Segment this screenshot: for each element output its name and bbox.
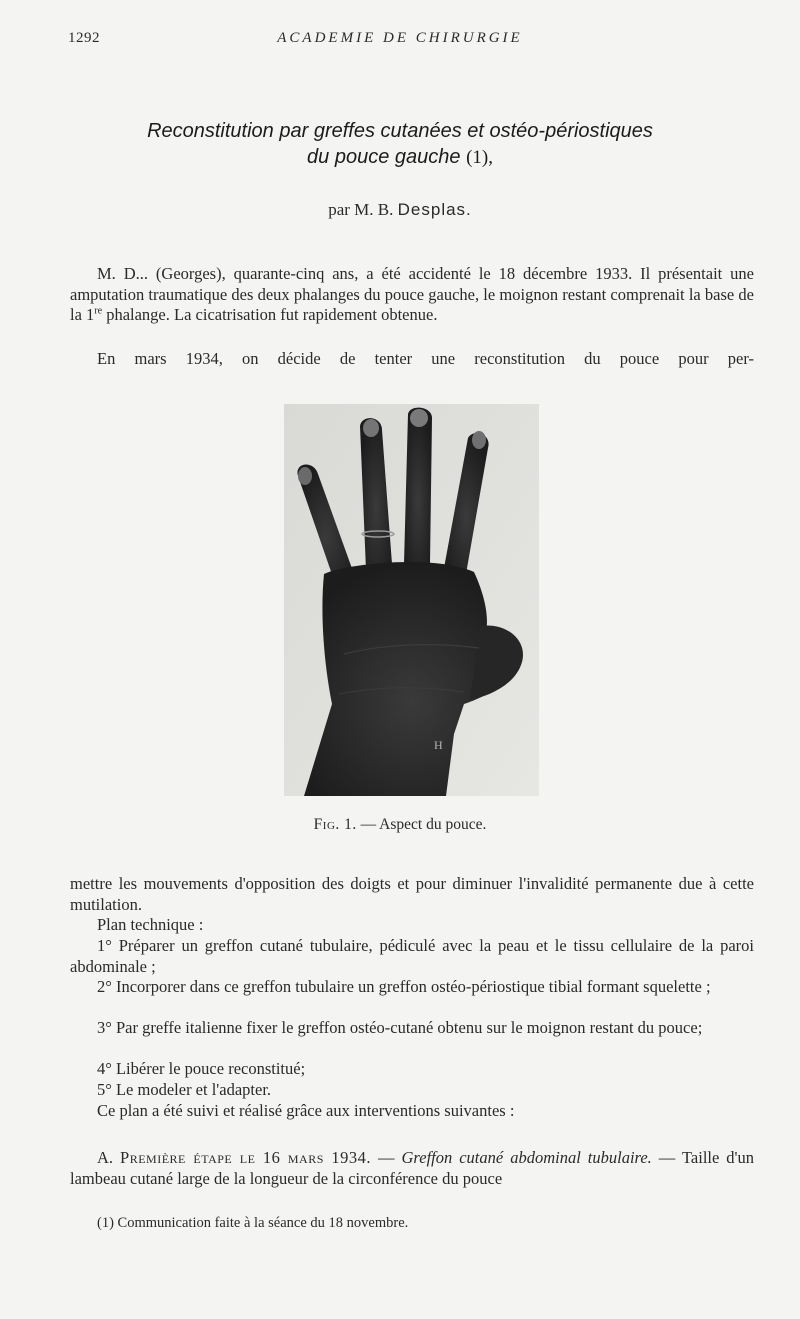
plan-step-4: 4° Libérer le pouce reconstitué; <box>97 1059 306 1078</box>
figure-label: Fig. 1. <box>313 816 357 833</box>
running-head <box>68 30 732 52</box>
title-line-2 <box>40 144 760 171</box>
section-a-title: Greffon cutané abdominal tubulaire. <box>401 1148 652 1167</box>
paragraph-continuation: mettre les mouvements d'opposition des doigts et pour diminuer l'invalidité permanente due à cette mutilation. <box>70 874 754 914</box>
section-a-label: Première étape le 16 mars 1934. <box>120 1148 372 1167</box>
section-a-dash: — <box>378 1148 395 1167</box>
plan-heading: Plan technique : <box>97 915 204 934</box>
journal-name: ACADEMIE DE CHIRURGIE <box>277 30 523 46</box>
paragraph-decision: En mars 1934, on décide de tenter une reconstitution du pouce pour per- <box>97 349 754 368</box>
footnote-marker: (1) <box>97 1215 114 1231</box>
byline <box>0 200 800 220</box>
figure-caption <box>0 816 800 834</box>
author-name: Desplas. <box>397 200 472 219</box>
footnote <box>97 1215 408 1232</box>
article-title <box>40 118 760 171</box>
plan-step-5: 5° Le modeler et l'adapter. <box>97 1080 272 1099</box>
title-line-1: Reconstitution par greffes cutanées et ostéo-périostiques <box>147 120 653 142</box>
section-a-dash-2: — <box>658 1148 676 1167</box>
plan-summary: Ce plan a été suivi et réalisé grâce aux interventions suivantes : <box>97 1101 515 1120</box>
figure-hand-photo <box>284 404 539 796</box>
ordinal-number: 1 <box>86 305 95 325</box>
figure-caption-text: — Aspect du pouce. <box>360 816 487 833</box>
page-number: 1292 <box>68 30 100 46</box>
svg-text:H: H <box>434 738 443 752</box>
byline-prefix: par M. B. <box>328 200 394 219</box>
footnote-text: Communication faite à la séance du 18 novembre. <box>117 1215 409 1231</box>
section-a-text: Taille d'un lambeau cutané large de la longueur de la circonférence du pouce <box>70 1148 755 1188</box>
title-footnote-ref: (1), <box>466 147 493 168</box>
section-a-paragraph <box>70 1148 754 1189</box>
paragraph-case-history <box>70 264 754 326</box>
section-a-letter: A. <box>97 1148 114 1167</box>
ordinal-suffix: re <box>94 305 103 317</box>
plan-step-2: 2° Incorporer dans ce greffon tubulaire un greffon ostéo-périostique tibial formant squelette ; <box>97 977 711 996</box>
plan-step-1: 1° Préparer un greffon cutané tubulaire, pédiculé avec la peau et le tissu cellulaire de la paroi abdominale ; <box>70 936 754 976</box>
plan-step-3: 3° Par greffe italienne fixer le greffon ostéo-cutané obtenu sur le moignon restant du pouce; <box>97 1018 703 1037</box>
paragraph-text-end: phalange. La cicatrisation fut rapidement obtenue. <box>106 305 438 325</box>
hand-photograph <box>284 404 539 796</box>
title-line-2-text: du pouce gauche <box>307 146 461 168</box>
paragraph-text: M. D... (Georges), quarante-cinq ans, a été accidenté le 18 décembre 1933. Il présentait une amputation traumatique des deux phalanges du pouce gauche, le moignon restant comprenait la base de la <box>70 264 754 325</box>
